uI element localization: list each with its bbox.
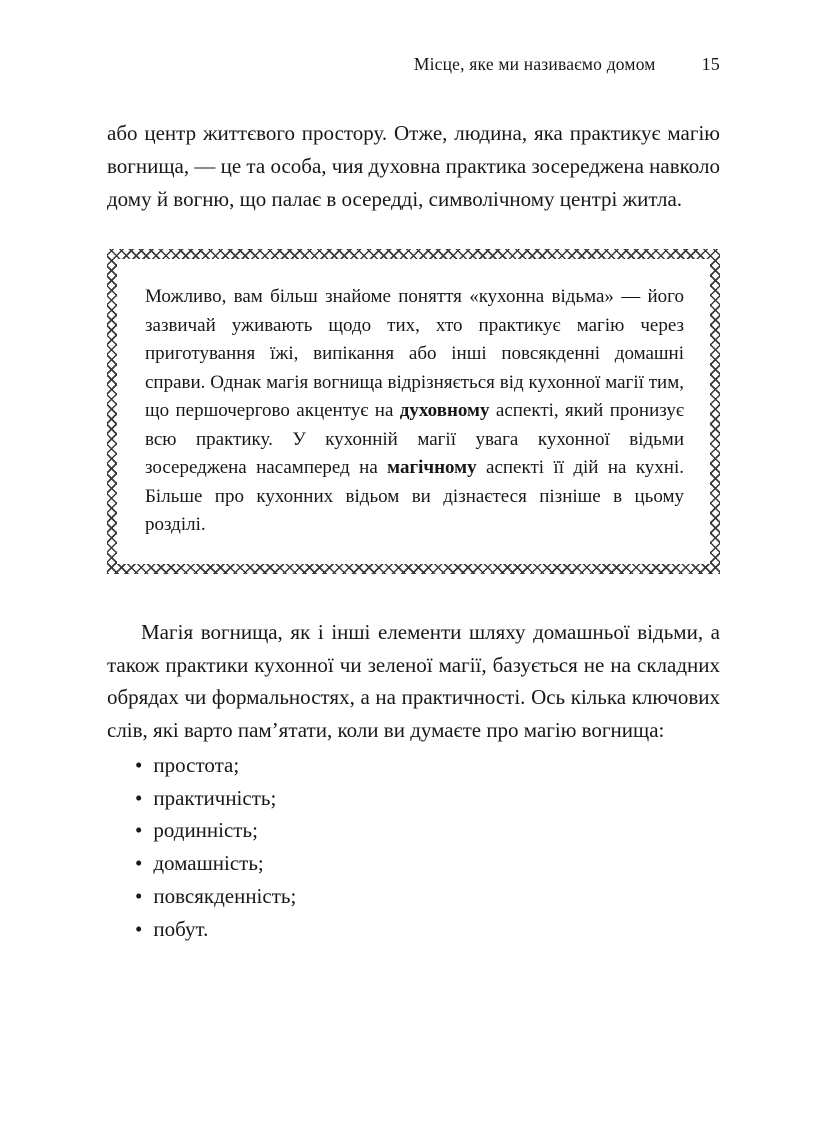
page-number: 15	[701, 54, 720, 74]
bullet-marker: •	[135, 818, 143, 843]
list-item	[135, 880, 720, 913]
list-item	[135, 847, 720, 880]
paragraph-keywords-intro: Магія вогнища, як і інші елементи шляху домашньої відьми, а також практики кухонної чи зеленої магії, базується не на складних обрядах чи формальностях, а на практичності. Ось кілька ключових слів, які варто пам’ятати, коли ви думаєте про магію вогнища:	[107, 619, 720, 742]
callout-text-part-2: аспекті, який пронизує всю практику. У кухонній магії увага кухонної відьми зосереджена насамперед на	[145, 400, 684, 479]
list-item-label: повсякденність;	[153, 883, 297, 908]
list-item-label: родинність;	[153, 818, 258, 843]
callout-text-part-1: Можливо, вам більш знайоме поняття «кухонна відьма» — його зазвичай уживають щодо тих, хто практикує магію через приготування їжі, випікання або інші повсякденні домашні справи. Однак магія вогнища відрізняється від кухонної магії тим, що першочергово акцентує на	[145, 286, 684, 422]
list-item	[135, 749, 720, 782]
page-body	[107, 117, 720, 945]
list-item-label: домашність;	[153, 851, 264, 875]
list-item-label: побут.	[153, 916, 209, 941]
list-item-label: практичність;	[153, 785, 277, 810]
running-title: Місце, яке ми називаємо домом	[413, 54, 656, 74]
list-item	[135, 782, 720, 815]
callout-box	[107, 249, 720, 574]
bullet-marker: •	[135, 785, 143, 810]
callout-bold-term-2: магічному	[387, 457, 477, 479]
callout-bold-term-1: духовному	[399, 400, 490, 422]
callout-text-part-3: аспекті її дій на кухні. Більше про кухонних відьом ви дізнаєтеся пізніше в цьому розділі.	[145, 457, 684, 536]
bullet-marker: •	[135, 851, 143, 875]
bullet-list	[107, 749, 720, 946]
paragraph-intro: або центр життєвого простору. Отже, людина, яка практикує магію вогнища, — це та особа, чия духовна практика зосереджена навколо дому й вогню, що палає в осередді, символічному центрі житла.	[107, 121, 720, 211]
bullet-marker: •	[135, 883, 143, 908]
list-item	[135, 913, 720, 946]
bullet-marker: •	[135, 916, 143, 941]
callout-text	[145, 283, 684, 540]
list-item	[135, 814, 720, 847]
list-item-label: простота;	[153, 752, 240, 777]
callout-inner	[117, 259, 710, 564]
bullet-marker: •	[135, 752, 143, 777]
page-header	[107, 54, 720, 75]
